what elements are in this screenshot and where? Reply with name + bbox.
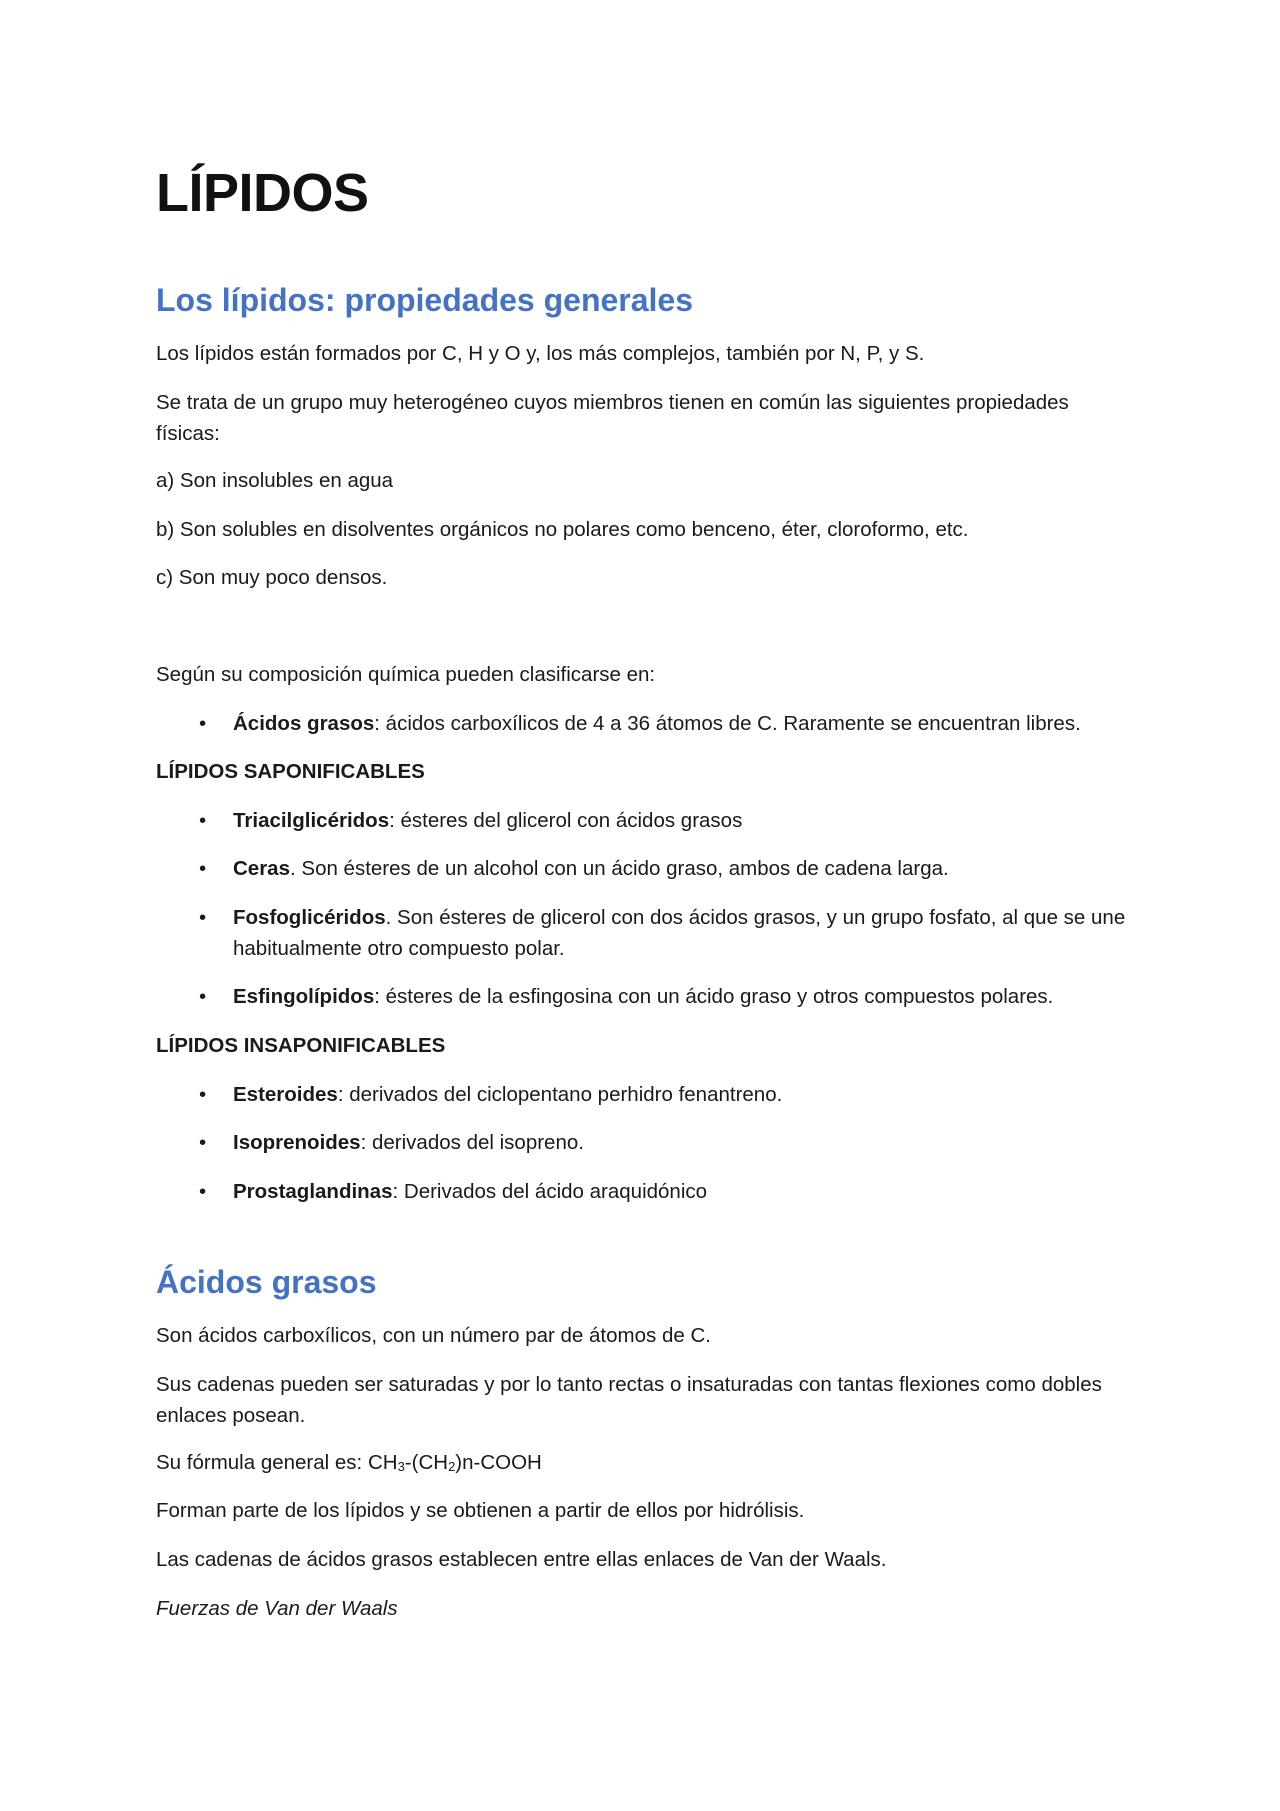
list-item-term: Esteroides	[233, 1083, 338, 1106]
formula-subscript: 3	[397, 1459, 405, 1474]
property-item: b) Son solubles en disolventes orgánicos no polares como benceno, éter, cloroformo, etc.	[156, 518, 969, 541]
list-item	[233, 1079, 1133, 1110]
bullet-icon: •	[199, 906, 207, 929]
list-item-term: Isoprenoides	[233, 1131, 361, 1154]
list-item	[233, 853, 1133, 884]
section-heading-fatty-acids: Ácidos grasos	[156, 1264, 377, 1300]
section-heading-properties: Los lípidos: propiedades generales	[156, 282, 694, 318]
list-item-text: . Son ésteres de glicerol con dos ácidos grasos, y un grupo fosfato, al que se une habitualmente otro compuesto polar.	[233, 906, 1126, 960]
bullet-icon: •	[199, 1083, 207, 1106]
paragraph: Son ácidos carboxílicos, con un número par de átomos de C.	[156, 1324, 711, 1347]
list-item-term: Triacilglicéridos	[233, 809, 390, 832]
formula-text: Su fórmula general es: CH	[156, 1451, 398, 1474]
list-item	[233, 1176, 1133, 1207]
list-item-text: . Son ésteres de un alcohol con un ácido graso, ambos de cadena larga.	[290, 857, 949, 880]
bullet-icon: •	[199, 809, 207, 832]
bullet-icon: •	[199, 985, 207, 1008]
list-item	[233, 805, 1133, 836]
subheading-insaponifiable: LÍPIDOS INSAPONIFICABLES	[156, 1034, 446, 1057]
list-item	[233, 1127, 1133, 1158]
bullet-icon: •	[199, 857, 207, 880]
paragraph: Los lípidos están formados por C, H y O y, los más complejos, también por N, P, y S.	[156, 342, 925, 365]
formula-text: -(CH	[404, 1451, 449, 1474]
formula-paragraph	[156, 1447, 542, 1482]
property-item: c) Son muy poco densos.	[156, 566, 388, 589]
list-item	[233, 902, 1133, 964]
bullet-icon: •	[199, 712, 207, 735]
italic-caption: Fuerzas de Van der Waals	[156, 1597, 398, 1620]
paragraph: Según su composición química pueden clasificarse en:	[156, 663, 656, 686]
list-item-term: Esfingolípidos	[233, 985, 375, 1008]
list-item-text: : ésteres del glicerol con ácidos grasos	[389, 809, 743, 832]
paragraph: Las cadenas de ácidos grasos establecen entre ellas enlaces de Van der Waals.	[156, 1548, 887, 1571]
property-item: a) Son insolubles en agua	[156, 469, 394, 492]
paragraph: Sus cadenas pueden ser saturadas y por lo tanto rectas o insaturadas con tantas flexiones como dobles enlaces posean.	[156, 1373, 1102, 1427]
paragraph: Se trata de un grupo muy heterogéneo cuyos miembros tienen en común las siguientes propiedades físicas:	[156, 391, 1069, 445]
bullet-icon: •	[199, 1131, 207, 1154]
list-item	[233, 981, 1133, 1012]
paragraph: Forman parte de los lípidos y se obtienen a partir de ellos por hidrólisis.	[156, 1499, 805, 1522]
page-title: LÍPIDOS	[156, 163, 369, 223]
list-item-text: : ésteres de la esfingosina con un ácido graso y otros compuestos polares.	[374, 985, 1054, 1008]
list-item-term: Prostaglandinas	[233, 1180, 393, 1203]
list-item-term: Ceras	[233, 857, 290, 880]
list-item-text: : derivados del ciclopentano perhidro fenantreno.	[337, 1083, 783, 1106]
bullet-icon: •	[199, 1180, 207, 1203]
formula-text: )n-COOH	[455, 1451, 542, 1474]
list-item-term: Fosfoglicéridos	[233, 906, 386, 929]
subheading-saponifiable: LÍPIDOS SAPONIFICABLES	[156, 760, 425, 783]
list-item	[233, 708, 1133, 739]
list-item-text: : Derivados del ácido araquidónico	[392, 1180, 708, 1203]
list-item-text: : derivados del isopreno.	[360, 1131, 584, 1154]
list-item-term: Ácidos grasos	[233, 712, 375, 735]
list-item-text: : ácidos carboxílicos de 4 a 36 átomos de C. Raramente se encuentran libres.	[374, 712, 1081, 735]
formula-subscript: 2	[448, 1459, 456, 1474]
